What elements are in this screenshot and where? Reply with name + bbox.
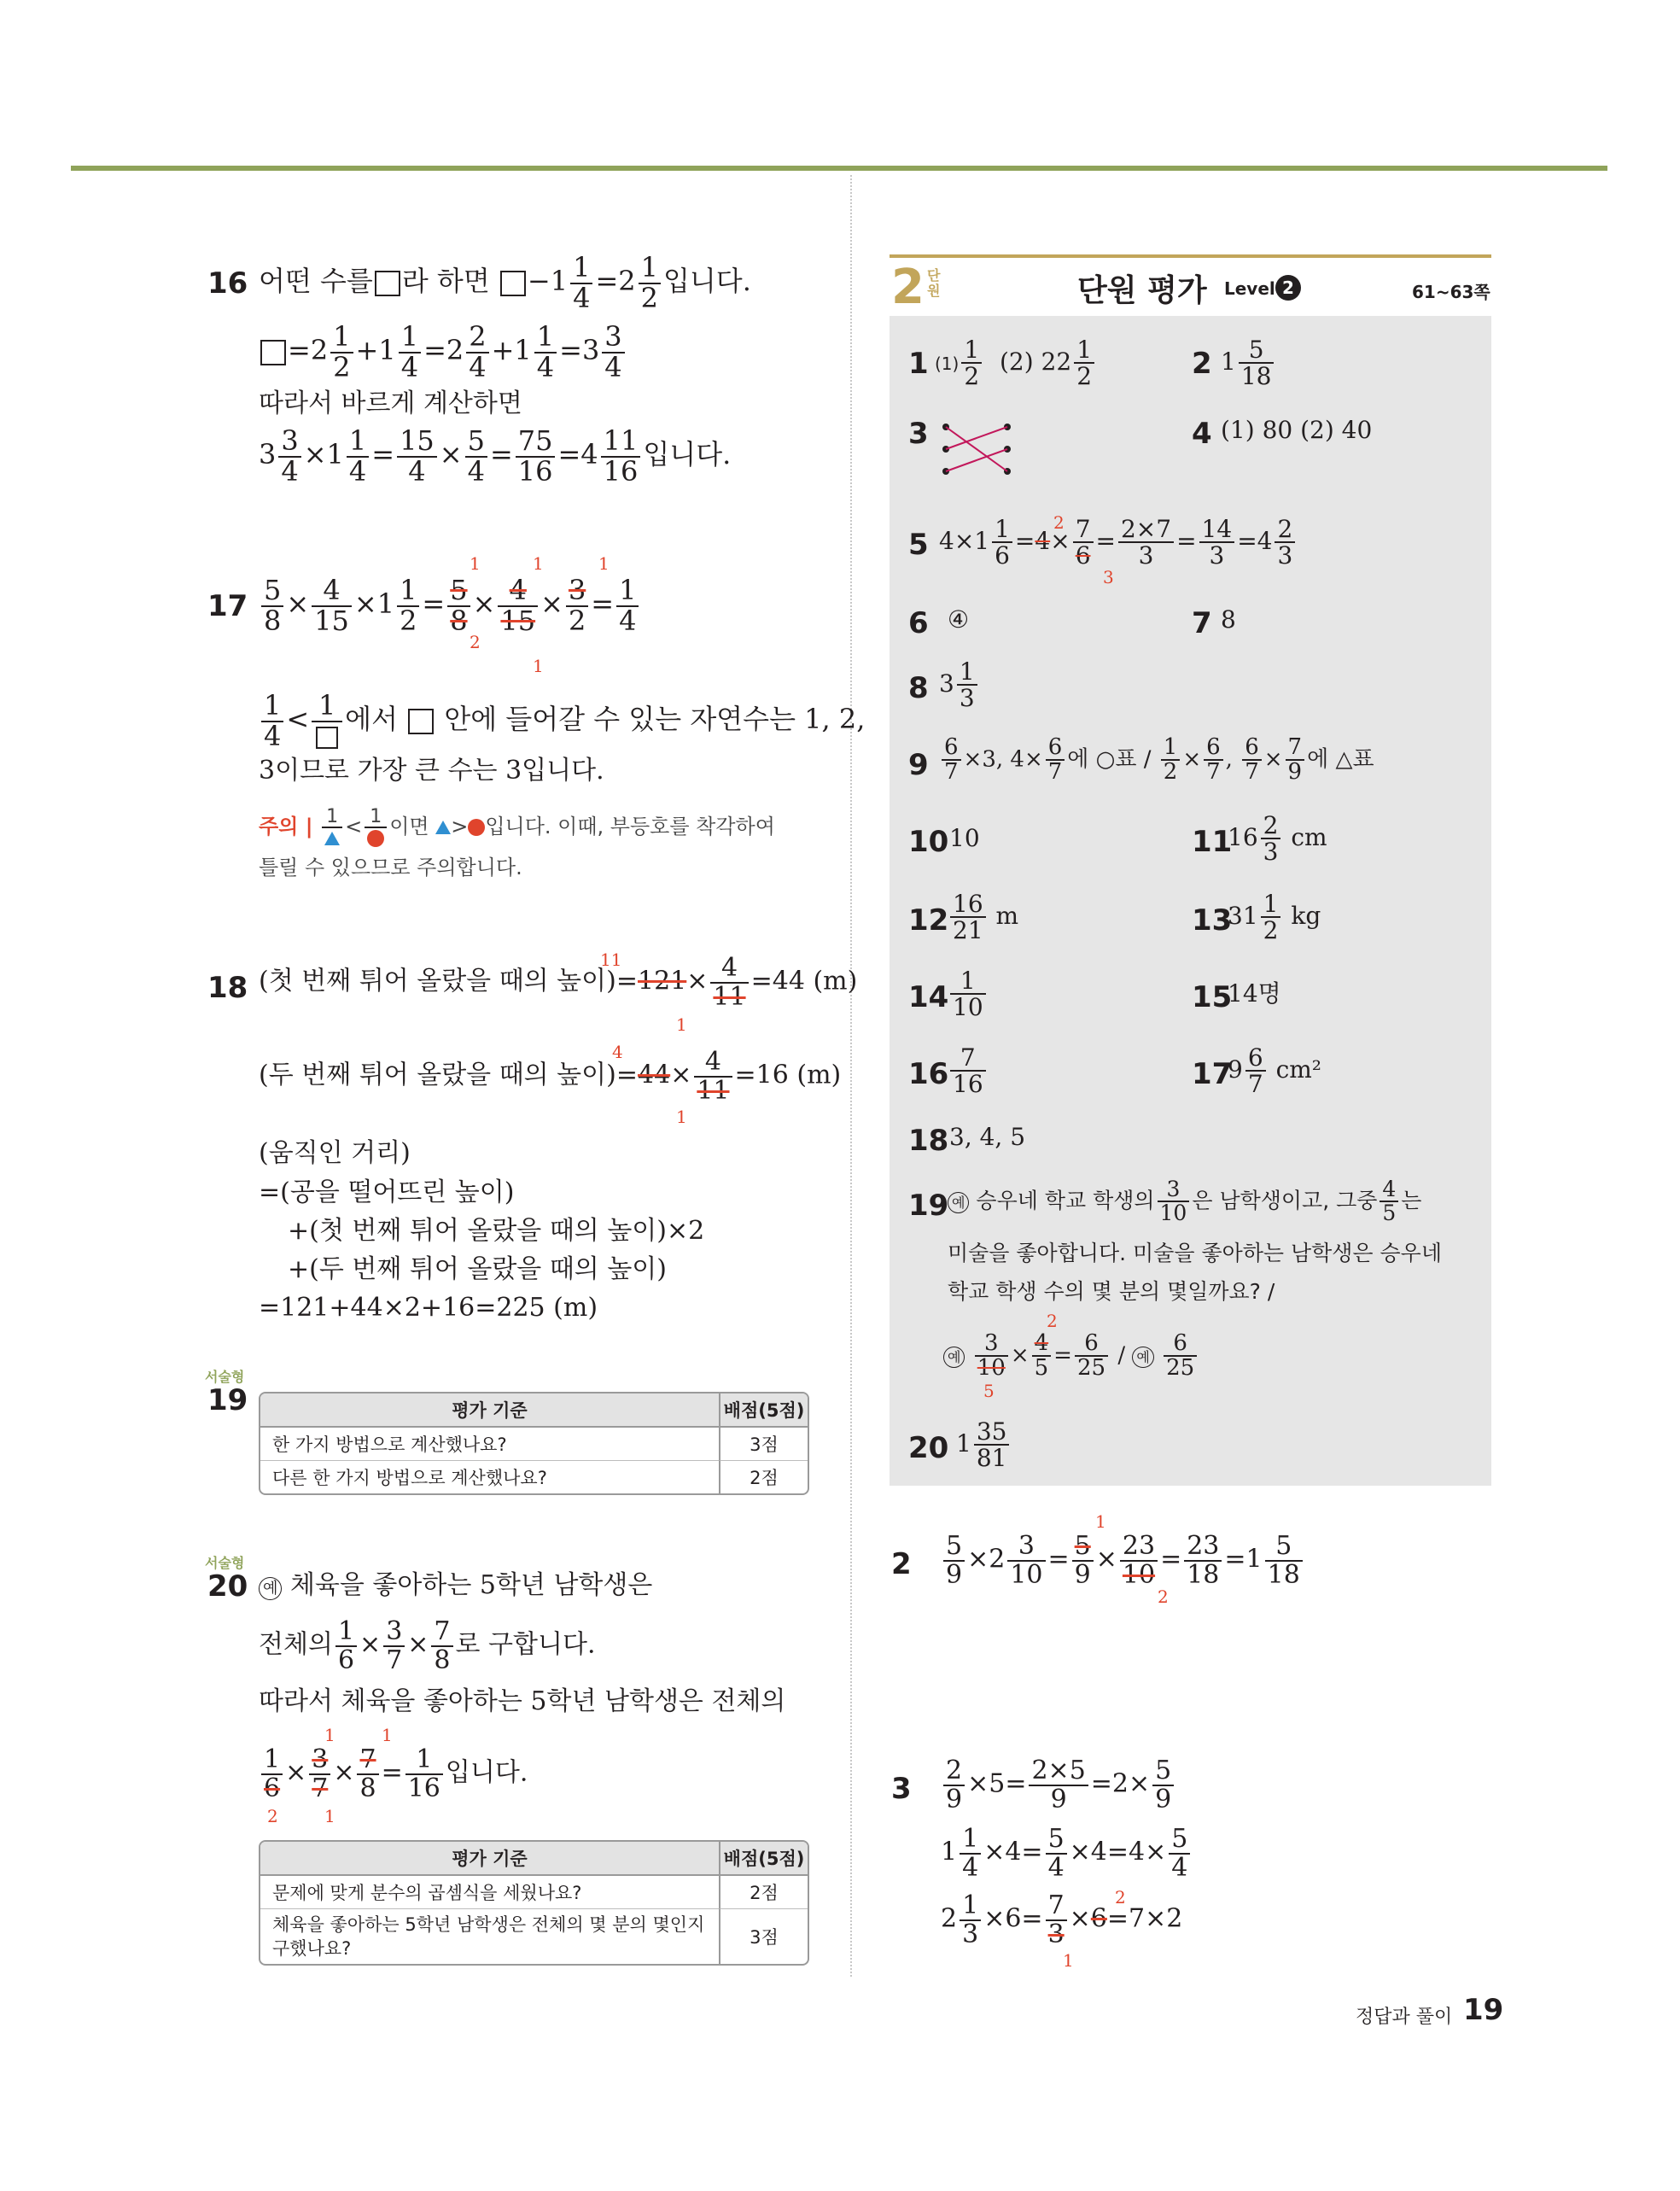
answer-number: 14: [908, 980, 949, 1014]
answer-13: 31 $\frac{1}{2}$ kg: [1228, 890, 1321, 945]
cancel-mark: 1: [324, 1806, 335, 1826]
answer-number: 17: [1192, 1057, 1233, 1091]
answer-number: 5: [908, 528, 929, 562]
answer-5: 4×1 $\frac{1}{6}$ =4× $\frac{7}{6}$ = $\frac{2\times 7}{3}$ = $\frac{14}{3}$ =4 $\frac{2}{3}$: [939, 517, 1298, 569]
cancel-mark: 1: [533, 656, 544, 676]
answer-4: (1) 80 (2) 40: [1221, 416, 1373, 444]
cancel-mark: 1: [676, 1107, 687, 1127]
page-number: 19: [1463, 1993, 1504, 2027]
cancel-mark: 2: [470, 632, 481, 652]
problem-17-line-2: $\frac{1}{4}$ < 1 에서 안에 들어갈 수 있는 자연수는 1, 2,: [259, 692, 865, 751]
answer-19-line-4: 예 $\frac{3}{10}$ × $\frac{4}{5}$ = $\frac{6}{25}$ / 예 $\frac{6}{25}$: [943, 1332, 1199, 1381]
solution-3-line-2: 1 $\frac{1}{4}$ ×4= $\frac{5}{4}$ ×4=4× $\frac{5}{4}$: [941, 1826, 1193, 1881]
problem-20-line-1: 예 체육을 좋아하는 5학년 남학생은: [259, 1573, 652, 1598]
problem-16-line-1: 어떤 수를 라 하면 −1 $\frac{1}{4}$ =2 $\frac{1}{2}$ 입니다.: [259, 251, 751, 314]
problem-16-line-2: =2 $\frac{1}{2}$ +1 $\frac{1}{4}$ =2 $\frac{2}{4}$ +1 $\frac{1}{4}$ =3 $\frac{3}{4}$: [259, 323, 627, 382]
problem-18-line-3: (움직인 거리): [259, 1138, 411, 1168]
problem-17-note: 주의 | 1 < 1 이면 > 입니다. 이때, 부등호를 착각하여: [259, 807, 775, 848]
problem-20-line-3: 따라서 체육을 좋아하는 5학년 남학생은 전체의: [259, 1686, 786, 1716]
problem-number: 19: [207, 1383, 248, 1417]
unit-test-header: [890, 254, 1491, 319]
answer-number: 13: [1192, 903, 1233, 938]
unit-label: 단원: [927, 267, 941, 299]
answer-number: 7: [1192, 606, 1212, 640]
answer-number: 15: [1192, 980, 1233, 1014]
answer-1: (1) $\frac{1}{2}$ (2) 22 $\frac{1}{2}$: [935, 337, 1097, 389]
answer-15: 14명: [1228, 979, 1281, 1008]
answer-2: 1 $\frac{5}{18}$: [1221, 337, 1276, 389]
page-range: 61~63쪽: [1412, 282, 1490, 302]
cancel-mark: 2: [267, 1806, 278, 1826]
level-number: 2: [1275, 275, 1301, 301]
cancel-mark: 3: [1103, 567, 1114, 587]
evaluation-table-20: 평가 기준 배점(5점) 문제에 맞게 분수의 곱셈식을 세웠나요? 2점 체육을 좋아하는 5학년 남학생은 전체의 몇 분의 몇인지 구했나요? 3점: [259, 1840, 809, 1966]
unit-test-title: 단원 평가: [1077, 273, 1207, 308]
answer-10: 10: [949, 824, 980, 852]
problem-20-line-2: 전체의 $\frac{1}{6}$ × $\frac{3}{7}$ × $\frac{7}{8}$ 로 구합니다.: [259, 1616, 596, 1675]
answer-number: 6: [908, 606, 929, 640]
column-divider: [850, 175, 852, 1977]
cancel-mark: 1: [1095, 1511, 1106, 1532]
answer-number: 2: [1192, 347, 1212, 381]
answer-18: 3, 4, 5: [949, 1123, 1026, 1151]
problem-18-line-6: +(두 번째 튀어 올랐을 때의 높이): [288, 1254, 667, 1284]
solution-2: $\frac{5}{9}$ ×2 $\frac{3}{10}$ = $\frac{5}{9}$ × $\frac{23}{10}$ = $\frac{23}{18}$ =1 $\frac{5}{18}$: [941, 1533, 1305, 1588]
answer-number: 20: [908, 1431, 949, 1465]
essay-tag: 서술형: [205, 1369, 245, 1385]
problem-20-line-4: $\frac{1}{6}$ × $\frac{3}{7}$ × $\frac{7}{8}$ = $\frac{1}{16}$ 입니다.: [259, 1746, 528, 1802]
solution-number: 3: [891, 1772, 912, 1806]
problem-18-line-5: +(첫 번째 튀어 올랐을 때의 높이)×2: [288, 1216, 705, 1246]
cancel-mark: 1: [470, 553, 481, 574]
level-label: Level: [1224, 278, 1275, 299]
cancel-mark: 1: [382, 1725, 393, 1745]
cancel-mark: 2: [1115, 1887, 1126, 1908]
answer-9: $\frac{6}{7}$ ×3, 4× $\frac{6}{7}$ 에 ○표 / $\frac{1}{2}$ × $\frac{6}{7}$ , $\frac{6}{7}$ × $\frac{7}{9}$ 에 △표: [939, 736, 1374, 785]
answer-17: 9 $\frac{6}{7}$ cm²: [1228, 1043, 1322, 1099]
problem-16-line-3: 따라서 바르게 계산하면: [259, 389, 522, 418]
answer-20: 1 $\frac{35}{81}$: [956, 1419, 1012, 1471]
problem-17-note-2: 틀릴 수 있으므로 주의합니다.: [259, 856, 522, 879]
answer-number: 1: [908, 347, 929, 381]
cancel-mark: 1: [324, 1725, 335, 1745]
answer-number: 9: [908, 748, 929, 782]
problem-18-line-2: (두 번째 튀어 올랐을 때의 높이)=44× $\frac{4}{11}$ =16 (m): [259, 1047, 842, 1106]
answer-14: $\frac{1}{10}$: [948, 968, 989, 1020]
evaluation-table-19: 평가 기준 배점(5점) 한 가지 방법으로 계산했나요? 3점 다른 한 가지 방법으로 계산했나요? 2점: [259, 1392, 809, 1495]
answer-12: $\frac{16}{21}$ m: [948, 891, 1018, 944]
answer-11: 16 $\frac{2}{3}$ cm: [1228, 811, 1327, 867]
cancel-mark: 11: [600, 949, 622, 970]
cancel-mark: 1: [598, 553, 610, 574]
top-rule: [71, 166, 1607, 171]
problem-18-line-1: (첫 번째 튀어 올랐을 때의 높이)=121× $\frac{4}{11}$ =44 (m): [259, 953, 858, 1012]
problem-18-line-4: =(공을 떨어뜨린 높이): [259, 1177, 515, 1207]
problem-17-line-1: $\frac{5}{8}$ × $\frac{4}{15}$ ×1 $\frac{1}{2}$ = $\frac{5}{8}$ × $\frac{4}{15}$ × $\frac{3}{2}$ = $\frac{1}{4}$: [259, 576, 641, 635]
answer-number: 19: [908, 1189, 949, 1223]
answer-number: 18: [908, 1124, 949, 1158]
answer-19-line-2: 미술을 좋아합니다. 미술을 좋아하는 남학생은 승우네: [948, 1241, 1442, 1265]
problem-18-line-7: =121+44×2+16=225 (m): [259, 1293, 598, 1323]
answer-number: 8: [908, 671, 929, 705]
solution-number: 2: [891, 1547, 912, 1581]
problem-number: 16: [207, 266, 248, 301]
cancel-mark: 4: [612, 1042, 623, 1062]
answer-6: ④: [948, 605, 970, 634]
answer-16: $\frac{7}{16}$: [948, 1045, 989, 1097]
problem-number: 17: [207, 589, 248, 623]
answer-number: 10: [908, 825, 949, 859]
answer-7: 8: [1221, 605, 1236, 634]
solution-3-line-1: $\frac{2}{9}$ ×5= $\frac{2\times 5}{9}$ =2× $\frac{5}{9}$: [941, 1757, 1176, 1813]
cancel-mark: 2: [1047, 1311, 1058, 1331]
answer-number: 11: [1192, 825, 1233, 859]
cancel-mark: 1: [1063, 1950, 1074, 1971]
solution-3-line-3: 2 $\frac{1}{3}$ ×6= $\frac{7}{3}$ ×6=7×2: [941, 1890, 1183, 1949]
unit-number: 2: [891, 260, 925, 315]
footer-label: 정답과 풀이: [1356, 2007, 1453, 2028]
answer-19-line-1: 예 승우네 학교 학생의 $\frac{3}{10}$ 은 남학생이고, 그중 $\frac{4}{5}$ 는: [948, 1178, 1421, 1225]
answer-number: 16: [908, 1057, 949, 1091]
answer-number: 12: [908, 903, 949, 938]
essay-tag: 서술형: [205, 1555, 245, 1571]
answer-number: 4: [1192, 417, 1212, 451]
problem-number: 20: [207, 1569, 248, 1604]
answer-8: 3 $\frac{1}{3}$: [939, 659, 980, 711]
problem-17-line-3: 3이므로 가장 큰 수는 3입니다.: [259, 756, 604, 786]
matching-diagram: [939, 417, 1016, 485]
cancel-mark: 1: [676, 1014, 687, 1035]
answer-number: 3: [908, 417, 929, 451]
cancel-mark: 5: [983, 1381, 995, 1401]
cancel-mark: 1: [533, 553, 544, 574]
answer-19-line-3: 학교 학생 수의 몇 분의 몇일까요? /: [948, 1279, 1275, 1304]
cancel-mark: 2: [1053, 512, 1065, 533]
problem-number: 18: [207, 971, 248, 1005]
cancel-mark: 2: [1158, 1586, 1169, 1607]
problem-16-line-4: 3 $\frac{3}{4}$ ×1 $\frac{1}{4}$ = $\frac{15}{4}$ × $\frac{5}{4}$ = $\frac{75}{16}$ =4 $\frac{11}{16}$ 입니다.: [259, 424, 732, 488]
